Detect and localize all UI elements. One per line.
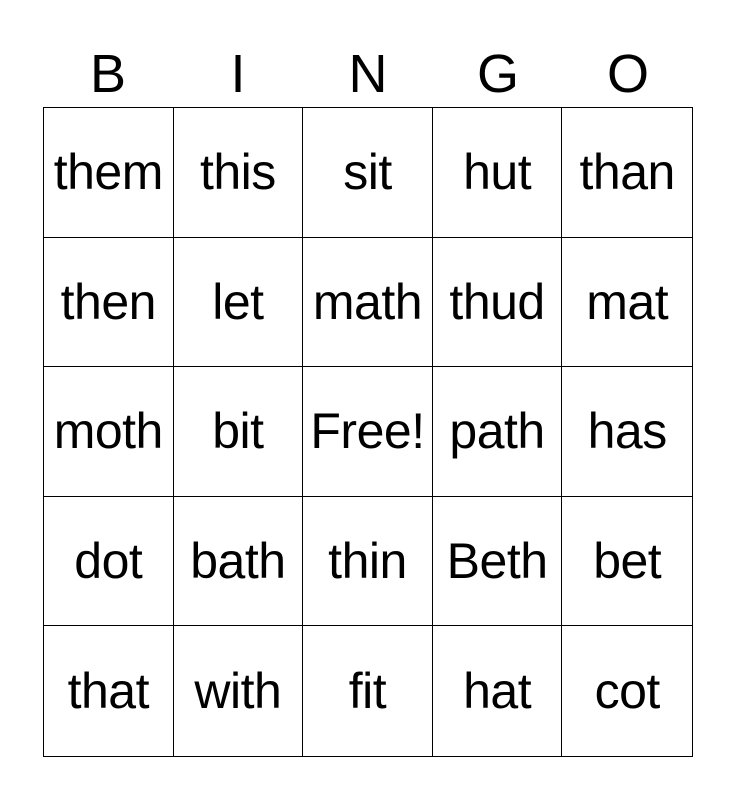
header-letter-o: O [606,44,649,104]
bingo-cell: than [562,108,692,238]
bingo-cell: let [174,238,304,368]
header-letter-b: B [89,44,127,104]
bingo-cell: then [44,238,174,368]
bingo-cell: bet [562,497,692,627]
bingo-cell: moth [44,367,174,497]
bingo-header [43,40,693,108]
header-letter-g: G [476,44,519,104]
bingo-cell: fit [303,626,433,756]
bingo-cell: with [174,626,304,756]
bingo-cell: this [174,108,304,238]
bingo-cell: bath [174,497,304,627]
bingo-cell: cot [594,663,660,720]
bingo-cell: hat [433,626,563,756]
bingo-cell: math [303,238,433,368]
bingo-cell: Beth [433,497,563,627]
bingo-board [43,107,693,757]
bingo-cell: path [433,367,563,497]
bingo-cell: bit [174,367,304,497]
bingo-cell: dot [44,497,174,627]
bingo-cell: thud [433,238,563,368]
free-space-cell: Free! [303,367,433,497]
bingo-cell: thin [303,497,433,627]
bingo-cell: has [562,367,692,497]
bingo-cell: sit [303,108,433,238]
bingo-cell: hut [433,108,563,238]
bingo-cell: that [44,626,174,756]
bingo-cell: mat [562,238,692,368]
header-letter-n: N [348,44,388,104]
header-letter-i: I [230,44,246,104]
bingo-cell: them [44,108,174,238]
